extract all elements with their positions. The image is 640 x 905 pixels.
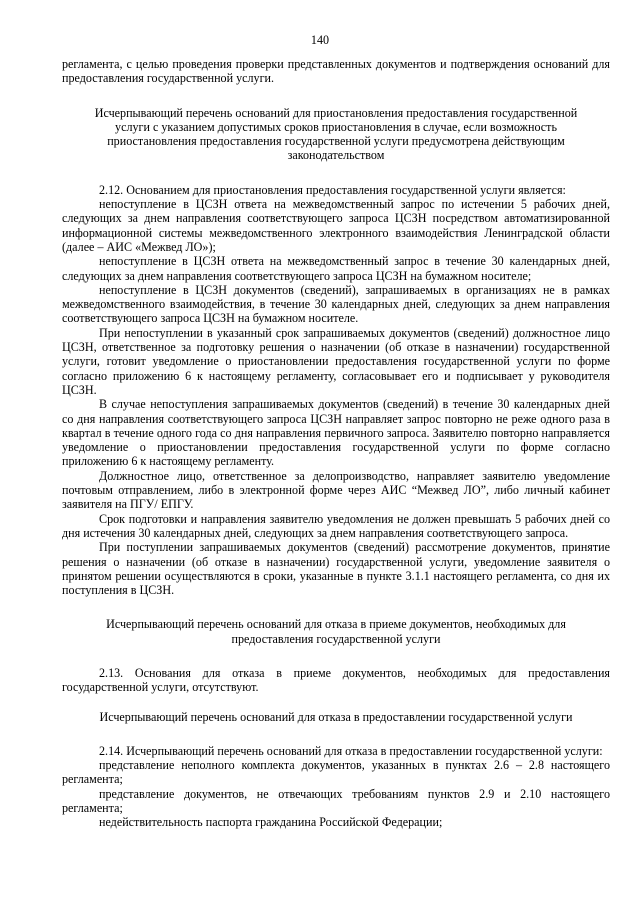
paragraph: непоступление в ЦСЗН документов (сведений), запрашиваемых в организациях не в рамках межведомственного взаимодействия, в течение 30 календарных дней, следующих за днем направления соответствующего запроса ЦСЗН на бумажном носителе. [62,282,610,326]
paragraph: Срок подготовки и направления заявителю уведомления не должен превышать 5 рабочих дней со дня истечения 30 календарных дней, следующих за днем направления соответствующего запроса. [62,511,610,540]
paragraph: недействительность паспорта гражданина Российской Федерации; [99,815,443,830]
paragraph: непоступление в ЦСЗН ответа на межведомственный запрос в течение 30 календарных дней, следующих за днем направления соответствующего запроса ЦСЗН на бумажном носителе; [62,254,610,283]
section-heading: Исчерпывающий перечень оснований для отказа в приеме документов, необходимых для предоставления государственной услуги [106,617,566,646]
section-heading: Исчерпывающий перечень оснований для приостановления предоставления государственной услуги с указанием допустимых сроков приостановления в случае, если возможность приостановления предоставления государственной услуги предусмотрена действующим законодательством [94,105,578,163]
paragraph: Должностное лицо, ответственное за делопроизводство, направляет заявителю уведомление почтовым отправлением, либо в электронной форме через АИС “Межвед ЛО”, либо личный кабинет заявителя на ПГУ/ ЕПГУ. [62,468,610,512]
paragraph: 2.12. Основанием для приостановления предоставления государственной услуги является: [99,182,566,197]
spacer [62,646,610,666]
section-heading: Исчерпывающий перечень оснований для отказа в предоставлении государственной услуги [99,709,573,724]
paragraph: непоступление в ЦСЗН ответа на межведомственный запрос по истечении 5 рабочих дней, следующих за днем направления соответствующего запроса ЦСЗН посредством автоматизированной информационной системы межведомственного электронного взаимодействия Ленинградской области (далее – АИС «Межвед ЛО»); [62,197,610,254]
page-number: 140 [310,33,330,47]
paragraph: При поступлении запрашиваемых документов (сведений) рассмотрение документов, принятие решения о назначении (об отказе в назначении) государственной услуги, уведомление заявителя о принятом решении осуществляются в сроки, указанные в пункте 3.1.1 настоящего регламента, со дня их поступления в ЦСЗН. [62,540,610,598]
paragraph: В случае непоступления запрашиваемых документов (сведений) в течение 30 календарных дней со дня направления соответствующего запроса ЦСЗН направляет запрос повторно не реже одного раза в квартал в течение одного года со дня направления первичного запроса. Заявителю повторно направляется уведомление о приостановлении предоставления государственной услуги по форме согласно приложению 6 к настоящему регламенту. [62,397,610,469]
spacer [62,724,610,744]
spacer [62,597,610,617]
spacer [62,86,610,106]
spacer [62,695,610,710]
paragraph: представление неполного комплекта документов, указанных в пунктах 2.6 – 2.8 настоящего регламента; [62,758,610,787]
document-body [62,57,610,830]
paragraph: 2.13. Основания для отказа в приеме документов, необходимых для предоставления государственной услуги, отсутствуют. [62,665,610,695]
paragraph: регламента, с целью проведения проверки представленных документов и подтверждения оснований для предоставления государственной услуги. [62,57,610,86]
spacer [62,163,610,183]
paragraph: представление документов, не отвечающих требованиям пунктов 2.9 и 2.10 настоящего регламента; [62,786,610,816]
paragraph: 2.14. Исчерпывающий перечень оснований для отказа в предоставлении государственной услуги: [99,743,603,758]
paragraph: При непоступлении в указанный срок запрашиваемых документов (сведений) должностное лицо ЦСЗН, ответственное за подготовку решения о назначении (об отказе в назначении) государственной услуги, готовит уведомление о приостановлении предоставления государственной услуги по форме согласно приложению 6 к настоящему регламенту, согласовывает его и подписывает у руководителя ЦСЗН. [62,325,610,397]
